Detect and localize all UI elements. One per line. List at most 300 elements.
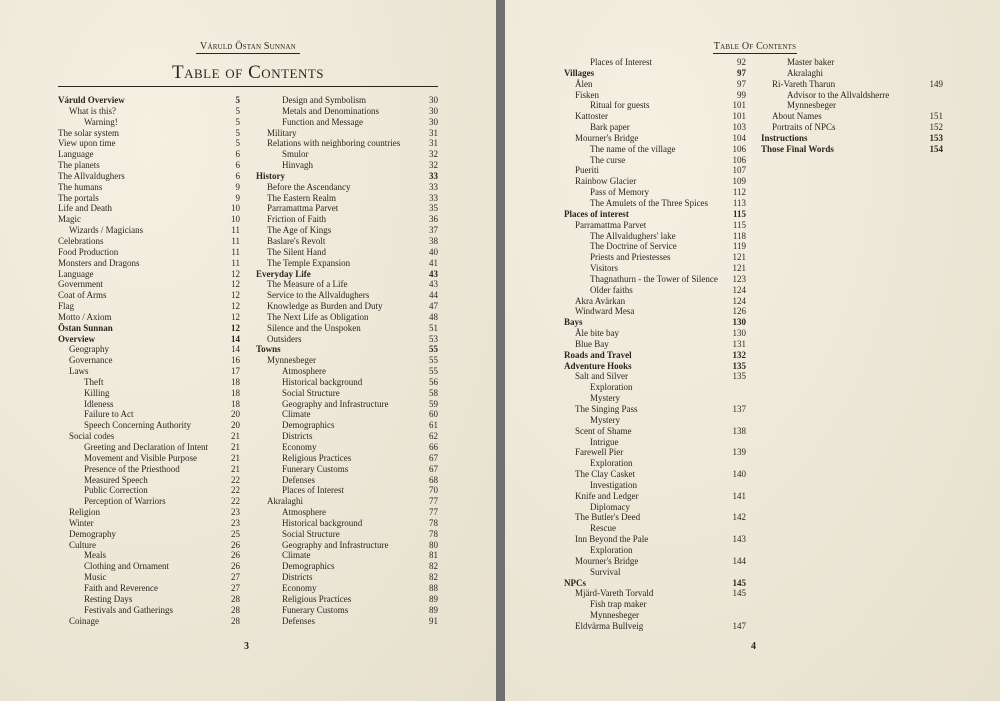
toc-entry-page: 41 — [429, 257, 438, 268]
toc-entry — [256, 344, 438, 355]
toc-entry — [564, 144, 746, 155]
toc-entry — [256, 117, 438, 128]
toc-entry-page: 18 — [231, 398, 240, 409]
toc-entry — [564, 176, 746, 187]
toc-entry-title: Districts — [282, 572, 313, 583]
toc-entry — [256, 453, 438, 464]
toc-entry-title: Geography — [69, 344, 109, 355]
toc-entry-page: 59 — [429, 398, 438, 409]
toc-entry-page: 6 — [235, 160, 240, 171]
toc-entry-page: 80 — [429, 539, 438, 550]
toc-entry-title: Economy — [282, 442, 317, 452]
toc-entry-page: 99 — [737, 89, 746, 100]
toc-entry-title: Ritual for guests — [590, 100, 650, 111]
toc-entry-title: Districts — [282, 431, 313, 442]
toc-entry — [58, 182, 240, 193]
toc-entry-page: 32 — [429, 149, 438, 160]
toc-entry-title: Clothing and Ornament — [84, 561, 169, 572]
toc-entry-title: Everyday Life — [256, 268, 311, 279]
toc-entry — [256, 106, 438, 117]
toc-entry-title: History — [256, 170, 285, 181]
left-page — [0, 0, 496, 701]
toc-entry-page: 22 — [231, 485, 240, 496]
toc-entry-title: Funerary Customs — [282, 604, 349, 615]
toc-entry — [761, 144, 943, 155]
toc-entry — [58, 616, 240, 627]
toc-entry — [564, 209, 746, 220]
toc-entry-title: Religious Practices — [282, 452, 352, 463]
toc-entry — [564, 306, 746, 317]
running-header: Váruld Östan Sunnan — [196, 41, 300, 54]
toc-entry-page: 106 — [732, 143, 746, 154]
toc-entry — [256, 258, 438, 269]
toc-entry-page: 12 — [231, 279, 240, 290]
toc-entry-page: 126 — [732, 306, 746, 317]
toc-entry-page: 23 — [231, 517, 240, 528]
toc-entry-title: Climate — [282, 409, 311, 420]
toc-entry — [58, 269, 240, 280]
toc-entry-page: 5 — [235, 138, 240, 149]
toc-entry-title: Portraits of NPCs — [772, 122, 836, 133]
toc-entry — [256, 464, 438, 475]
toc-entry — [256, 561, 438, 572]
toc-entry-title: Festivals and Gatherings — [84, 604, 173, 615]
toc-entry — [256, 323, 438, 334]
toc-entry-title: Mjärd-Vareth Torvald — [575, 588, 654, 599]
toc-entry-page: 144 — [732, 555, 746, 566]
toc-entry — [58, 485, 240, 496]
toc-entry-page: 6 — [235, 149, 240, 160]
toc-entry-title: The Temple Expansion — [267, 257, 351, 268]
toc-entry-page: 16 — [231, 355, 240, 366]
toc-entry-page: 21 — [231, 431, 240, 442]
toc-entry — [58, 475, 240, 486]
toc-entry — [58, 464, 240, 475]
toc-entry — [564, 285, 746, 296]
right-page — [505, 0, 1000, 701]
toc-entry-title: Magic — [58, 214, 81, 225]
toc-entry-title: Fish trap maker — [590, 599, 647, 610]
toc-entry — [564, 122, 746, 133]
toc-entry-page: 109 — [732, 176, 746, 187]
toc-entry-title: Baslare's Revolt — [267, 235, 326, 246]
toc-entry-page: 152 — [929, 122, 943, 133]
toc-entry — [58, 420, 240, 431]
toc-entry-title: Atmosphere — [282, 366, 326, 377]
toc-entry-title: Windward Mesa — [575, 306, 635, 317]
toc-entry — [256, 312, 438, 323]
toc-entry-page: 12 — [231, 322, 240, 333]
toc-entry — [564, 512, 746, 523]
toc-entry-page: 147 — [732, 620, 746, 631]
toc-entry — [564, 328, 746, 339]
toc-entry — [58, 594, 240, 605]
toc-entry-page: 33 — [429, 170, 438, 181]
toc-entry-page: 20 — [231, 409, 240, 420]
toc-entry-page: 135 — [732, 360, 746, 371]
toc-entry — [256, 420, 438, 431]
toc-entry — [256, 540, 438, 551]
toc-entry — [564, 57, 746, 68]
toc-entry-page: 137 — [732, 404, 746, 414]
toc-entry-title: Religion — [69, 507, 100, 518]
toc-entry-page: 21 — [231, 463, 240, 474]
toc-entry-title: Visitors — [590, 263, 618, 274]
toc-entry — [58, 431, 240, 442]
toc-entry-page: 6 — [235, 170, 240, 181]
toc-entry-title: The Doctrine of Service — [590, 241, 677, 252]
toc-entry-page: 25 — [231, 528, 240, 539]
toc-entry-title: Warning! — [84, 116, 118, 127]
toc-entry — [58, 344, 240, 355]
toc-entry-title: Places of interest — [564, 208, 629, 219]
toc-entry-title: Killing — [84, 387, 110, 398]
toc-entry-page: 10 — [231, 214, 240, 225]
toc-entry-title: Social codes — [69, 431, 115, 442]
toc-entry-title: Military — [267, 127, 297, 138]
toc-entry — [256, 138, 438, 149]
toc-entry — [256, 193, 438, 204]
toc-entry-page: 130 — [732, 328, 746, 339]
toc-entry-page: 67 — [429, 452, 438, 463]
toc-entry-title: Public Correction — [84, 485, 148, 496]
toc-entry-page: 107 — [732, 165, 746, 176]
toc-entry — [58, 583, 240, 594]
toc-entry-title: Instructions — [761, 132, 808, 143]
toc-entry — [564, 198, 746, 209]
toc-entry — [58, 409, 240, 420]
toc-entry-page: 26 — [231, 550, 240, 561]
toc-entry-page: 23 — [231, 507, 240, 518]
toc-entry-title: Advisor to the Allvaldsherre — [787, 89, 890, 100]
toc-entry-page: 118 — [732, 230, 746, 241]
toc-entry-title: Silence and the Unspoken — [267, 322, 361, 333]
toc-entry — [564, 231, 746, 242]
toc-entry — [761, 122, 943, 133]
toc-entry-title: Blue Bay — [575, 338, 609, 349]
toc-entry-page: 135 — [732, 371, 746, 382]
toc-entry — [256, 279, 438, 290]
toc-entry-page: 60 — [429, 409, 438, 420]
toc-entry-title: The solar system — [58, 127, 119, 138]
toc-entry — [256, 269, 438, 280]
toc-entry — [564, 90, 746, 101]
toc-entry-title: Culture — [69, 539, 96, 550]
toc-entry-title: The Allvaldughers — [58, 170, 125, 181]
toc-entry-title: Government — [58, 279, 103, 290]
toc-entry-title: Flag — [58, 301, 75, 312]
toc-entry — [58, 496, 240, 507]
toc-entry-page: 66 — [429, 442, 438, 452]
toc-entry — [256, 355, 438, 366]
toc-entry-title: Service to the Allvaldughers — [267, 290, 370, 301]
toc-entry-title: Faith and Reverence — [84, 582, 158, 593]
toc-entry — [256, 214, 438, 225]
toc-entry-page: 37 — [429, 225, 438, 236]
toc-entry — [564, 252, 746, 263]
toc-entry — [761, 79, 943, 90]
toc-entry — [58, 507, 240, 518]
toc-entry-page: 138 — [732, 425, 746, 436]
toc-entry-title: Thagnathurn - the Tower of Silence — [590, 273, 718, 284]
toc-entry-page: 11 — [231, 257, 240, 268]
toc-entry-page: 143 — [732, 534, 746, 545]
toc-entry-page: 55 — [429, 344, 438, 355]
toc-entry-title: Rescue — [590, 523, 616, 534]
toc-entry — [256, 301, 438, 312]
toc-entry-page: 153 — [929, 132, 943, 143]
toc-entry-title: The Next Life as Obligation — [267, 311, 369, 322]
toc-entry — [256, 605, 438, 616]
toc-entry-page: 5 — [235, 105, 240, 116]
toc-entry-title: Older faiths — [590, 284, 633, 295]
toc-column-2 — [761, 57, 943, 155]
toc-entry-title: Funerary Customs — [282, 463, 349, 474]
toc-entry-title: Laws — [69, 366, 89, 377]
toc-entry-title: Social Structure — [282, 528, 340, 539]
toc-entry-page: 30 — [429, 105, 438, 116]
toc-entry-title: Failure to Act — [84, 409, 134, 420]
toc-entry-title: Farewell Pier — [575, 447, 624, 458]
toc-entry — [58, 258, 240, 269]
toc-entry-page: 44 — [429, 290, 438, 301]
toc-entry-page: 92 — [737, 57, 746, 67]
toc-entry — [256, 377, 438, 388]
toc-entry — [256, 149, 438, 160]
toc-entry-page: 28 — [231, 604, 240, 615]
toc-entry-title: Those Final Words — [761, 143, 834, 154]
toc-entry-page: 20 — [231, 420, 240, 431]
toc-entry-title: Perception of Warriors — [84, 496, 166, 507]
toc-entry — [58, 377, 240, 388]
toc-entry-title: Defenses — [282, 615, 315, 626]
toc-entry-title: Historical background — [282, 376, 363, 387]
toc-entry-title: Defenses — [282, 474, 315, 485]
toc-entry — [58, 605, 240, 616]
toc-entry-page: 18 — [231, 376, 240, 387]
toc-entry-title: Before the Ascendancy — [267, 181, 351, 192]
toc-entry-title: The Allvaldughers' lake — [590, 230, 676, 241]
toc-entry — [761, 100, 943, 111]
toc-entry — [564, 599, 746, 610]
toc-entry-title: Investigation — [590, 479, 637, 490]
toc-entry — [256, 171, 438, 182]
toc-entry-title: Friction of Faith — [267, 214, 326, 225]
toc-entry — [256, 399, 438, 410]
toc-entry — [256, 496, 438, 507]
toc-entry-title: Monsters and Dragons — [58, 257, 140, 268]
toc-entry-page: 121 — [732, 252, 746, 263]
toc-entry-title: Salt and Silver — [575, 371, 628, 382]
toc-entry-page: 5 — [235, 127, 240, 138]
toc-entry-title: Mystery — [590, 414, 620, 425]
toc-entry-title: The Measure of a Life — [267, 279, 348, 290]
toc-entry-page: 115 — [732, 219, 746, 230]
toc-entry — [58, 366, 240, 377]
toc-entry — [564, 523, 746, 534]
toc-entry — [564, 545, 746, 556]
toc-entry-page: 106 — [732, 154, 746, 165]
toc-entry — [58, 399, 240, 410]
toc-entry — [256, 236, 438, 247]
toc-entry-title: Demographics — [282, 420, 335, 431]
toc-entry-title: Akra Avärkan — [575, 295, 626, 306]
toc-entry-title: Motto / Axiom — [58, 311, 112, 322]
toc-entry-title: Historical background — [282, 517, 363, 528]
toc-entry-page: 12 — [231, 268, 240, 279]
toc-entry-page: 97 — [737, 78, 746, 89]
toc-entry-title: Coat of Arms — [58, 290, 107, 301]
toc-entry — [564, 274, 746, 285]
toc-entry — [58, 550, 240, 561]
toc-entry — [564, 111, 746, 122]
toc-entry-title: Exploration — [590, 458, 633, 469]
toc-entry-title: Atmosphere — [282, 507, 326, 518]
toc-entry-title: The name of the village — [590, 143, 676, 154]
toc-entry — [58, 106, 240, 117]
toc-entry — [256, 182, 438, 193]
toc-entry-page: 115 — [732, 208, 746, 219]
toc-entry-page: 28 — [231, 593, 240, 604]
toc-entry-title: Language — [58, 149, 94, 160]
toc-entry-title: Wizards / Magicians — [69, 225, 144, 236]
toc-entry — [564, 187, 746, 198]
toc-entry — [564, 317, 746, 328]
toc-entry — [256, 431, 438, 442]
toc-entry-page: 40 — [429, 246, 438, 257]
toc-entry-title: Climate — [282, 550, 311, 561]
toc-entry-title: Exploration — [590, 544, 633, 555]
toc-entry — [256, 442, 438, 453]
toc-entry-title: Pueriti — [575, 165, 599, 176]
toc-entry — [564, 296, 746, 307]
toc-entry-title: Social Structure — [282, 387, 340, 398]
toc-entry-page: 67 — [429, 463, 438, 474]
toc-entry-page: 48 — [429, 311, 438, 322]
toc-entry-page: 51 — [429, 322, 438, 333]
toc-entry-page: 154 — [929, 143, 943, 154]
toc-entry-title: Kattoster — [575, 111, 608, 122]
toc-entry-title: Metals and Denominations — [282, 105, 379, 116]
toc-entry-title: Mynnesbeger — [590, 610, 639, 621]
toc-entry-title: Speech Concerning Authority — [84, 420, 191, 431]
toc-entry-page: 9 — [235, 181, 240, 192]
toc-entry — [256, 529, 438, 540]
toc-entry-title: Language — [58, 268, 94, 279]
toc-entry-page: 55 — [429, 355, 438, 366]
toc-entry-title: Music — [84, 572, 107, 583]
toc-entry — [564, 415, 746, 426]
toc-entry — [256, 225, 438, 236]
toc-entry-title: Places of Interest — [590, 57, 652, 67]
toc-entry — [564, 469, 746, 480]
toc-entry-page: 27 — [231, 582, 240, 593]
toc-entry — [256, 485, 438, 496]
toc-entry-title: Places of Interest — [282, 485, 344, 496]
toc-entry-page: 22 — [231, 496, 240, 507]
toc-entry-title: The Clay Casket — [575, 469, 635, 480]
toc-entry-title: Östan Sunnan — [58, 322, 113, 333]
toc-entry-title: The humans — [58, 181, 103, 192]
toc-entry — [564, 361, 746, 372]
toc-entry-title: Demography — [69, 528, 116, 539]
toc-entry-page: 58 — [429, 387, 438, 398]
toc-entry-page: 28 — [231, 615, 240, 626]
toc-entry-title: Life and Death — [58, 203, 112, 214]
toc-entry-title: The Silent Hand — [267, 246, 326, 257]
toc-entry — [761, 111, 943, 122]
toc-entry-page: 70 — [429, 485, 438, 496]
toc-entry-title: Bark paper — [590, 122, 630, 133]
toc-entry — [564, 393, 746, 404]
toc-entry — [58, 442, 240, 453]
toc-entry-page: 119 — [732, 241, 746, 252]
toc-entry-page: 121 — [732, 263, 746, 274]
toc-entry — [58, 453, 240, 464]
toc-entry-page: 124 — [732, 295, 746, 306]
toc-entry-page: 11 — [231, 225, 240, 236]
toc-entry-page: 123 — [732, 273, 746, 284]
toc-entry-title: The Singing Pass — [575, 404, 638, 414]
toc-entry-title: Mourner's Bridge — [575, 132, 639, 143]
toc-entry — [256, 507, 438, 518]
toc-entry — [256, 247, 438, 258]
toc-entry-page: 82 — [429, 561, 438, 572]
toc-entry — [564, 502, 746, 513]
toc-entry-page: 47 — [429, 301, 438, 312]
toc-entry-title: Theft — [84, 376, 104, 387]
toc-entry-title: Parramattma Parvet — [267, 203, 339, 214]
toc-entry — [58, 529, 240, 540]
toc-entry-page: 22 — [231, 474, 240, 485]
toc-entry — [58, 572, 240, 583]
toc-entry — [564, 491, 746, 502]
toc-entry-title: Priests and Priestesses — [590, 252, 671, 263]
toc-entry — [58, 193, 240, 204]
toc-entry-title: Diplomacy — [590, 501, 630, 512]
toc-entry — [58, 203, 240, 214]
toc-entry-title: The portals — [58, 192, 99, 203]
toc-entry — [564, 404, 746, 415]
toc-entry-page: 104 — [732, 132, 746, 143]
toc-entry-page: 61 — [429, 420, 438, 431]
toc-entry-title: Mystery — [590, 393, 620, 404]
toc-entry-page: 5 — [235, 116, 240, 127]
toc-entry — [256, 583, 438, 594]
toc-entry-title: Bays — [564, 317, 583, 328]
toc-entry-page: 130 — [732, 317, 746, 328]
toc-entry-title: Akralaghi — [267, 496, 303, 507]
toc-entry-title: Rainbow Glacier — [575, 176, 637, 187]
toc-entry-title: The Butler's Deed — [575, 512, 641, 523]
toc-entry-page: 77 — [429, 507, 438, 518]
toc-column-1 — [564, 57, 746, 632]
toc-entry — [564, 68, 746, 79]
toc-entry-title: Food Production — [58, 246, 119, 257]
toc-entry-page: 97 — [737, 67, 746, 78]
toc-entry — [58, 388, 240, 399]
toc-entry-title: Knife and Ledger — [575, 490, 639, 501]
page-number: 3 — [244, 641, 249, 652]
toc-entry-title: Åle bite bay — [575, 328, 619, 339]
toc-entry-title: Idleness — [84, 398, 114, 409]
toc-entry-title: Greeting and Declaration of Intent — [84, 442, 208, 452]
toc-entry-title: Akralaghi — [787, 67, 823, 78]
toc-entry-page: 89 — [429, 604, 438, 615]
toc-entry-page: 14 — [231, 344, 240, 355]
toc-entry — [564, 458, 746, 469]
toc-entry-page: 32 — [429, 160, 438, 171]
